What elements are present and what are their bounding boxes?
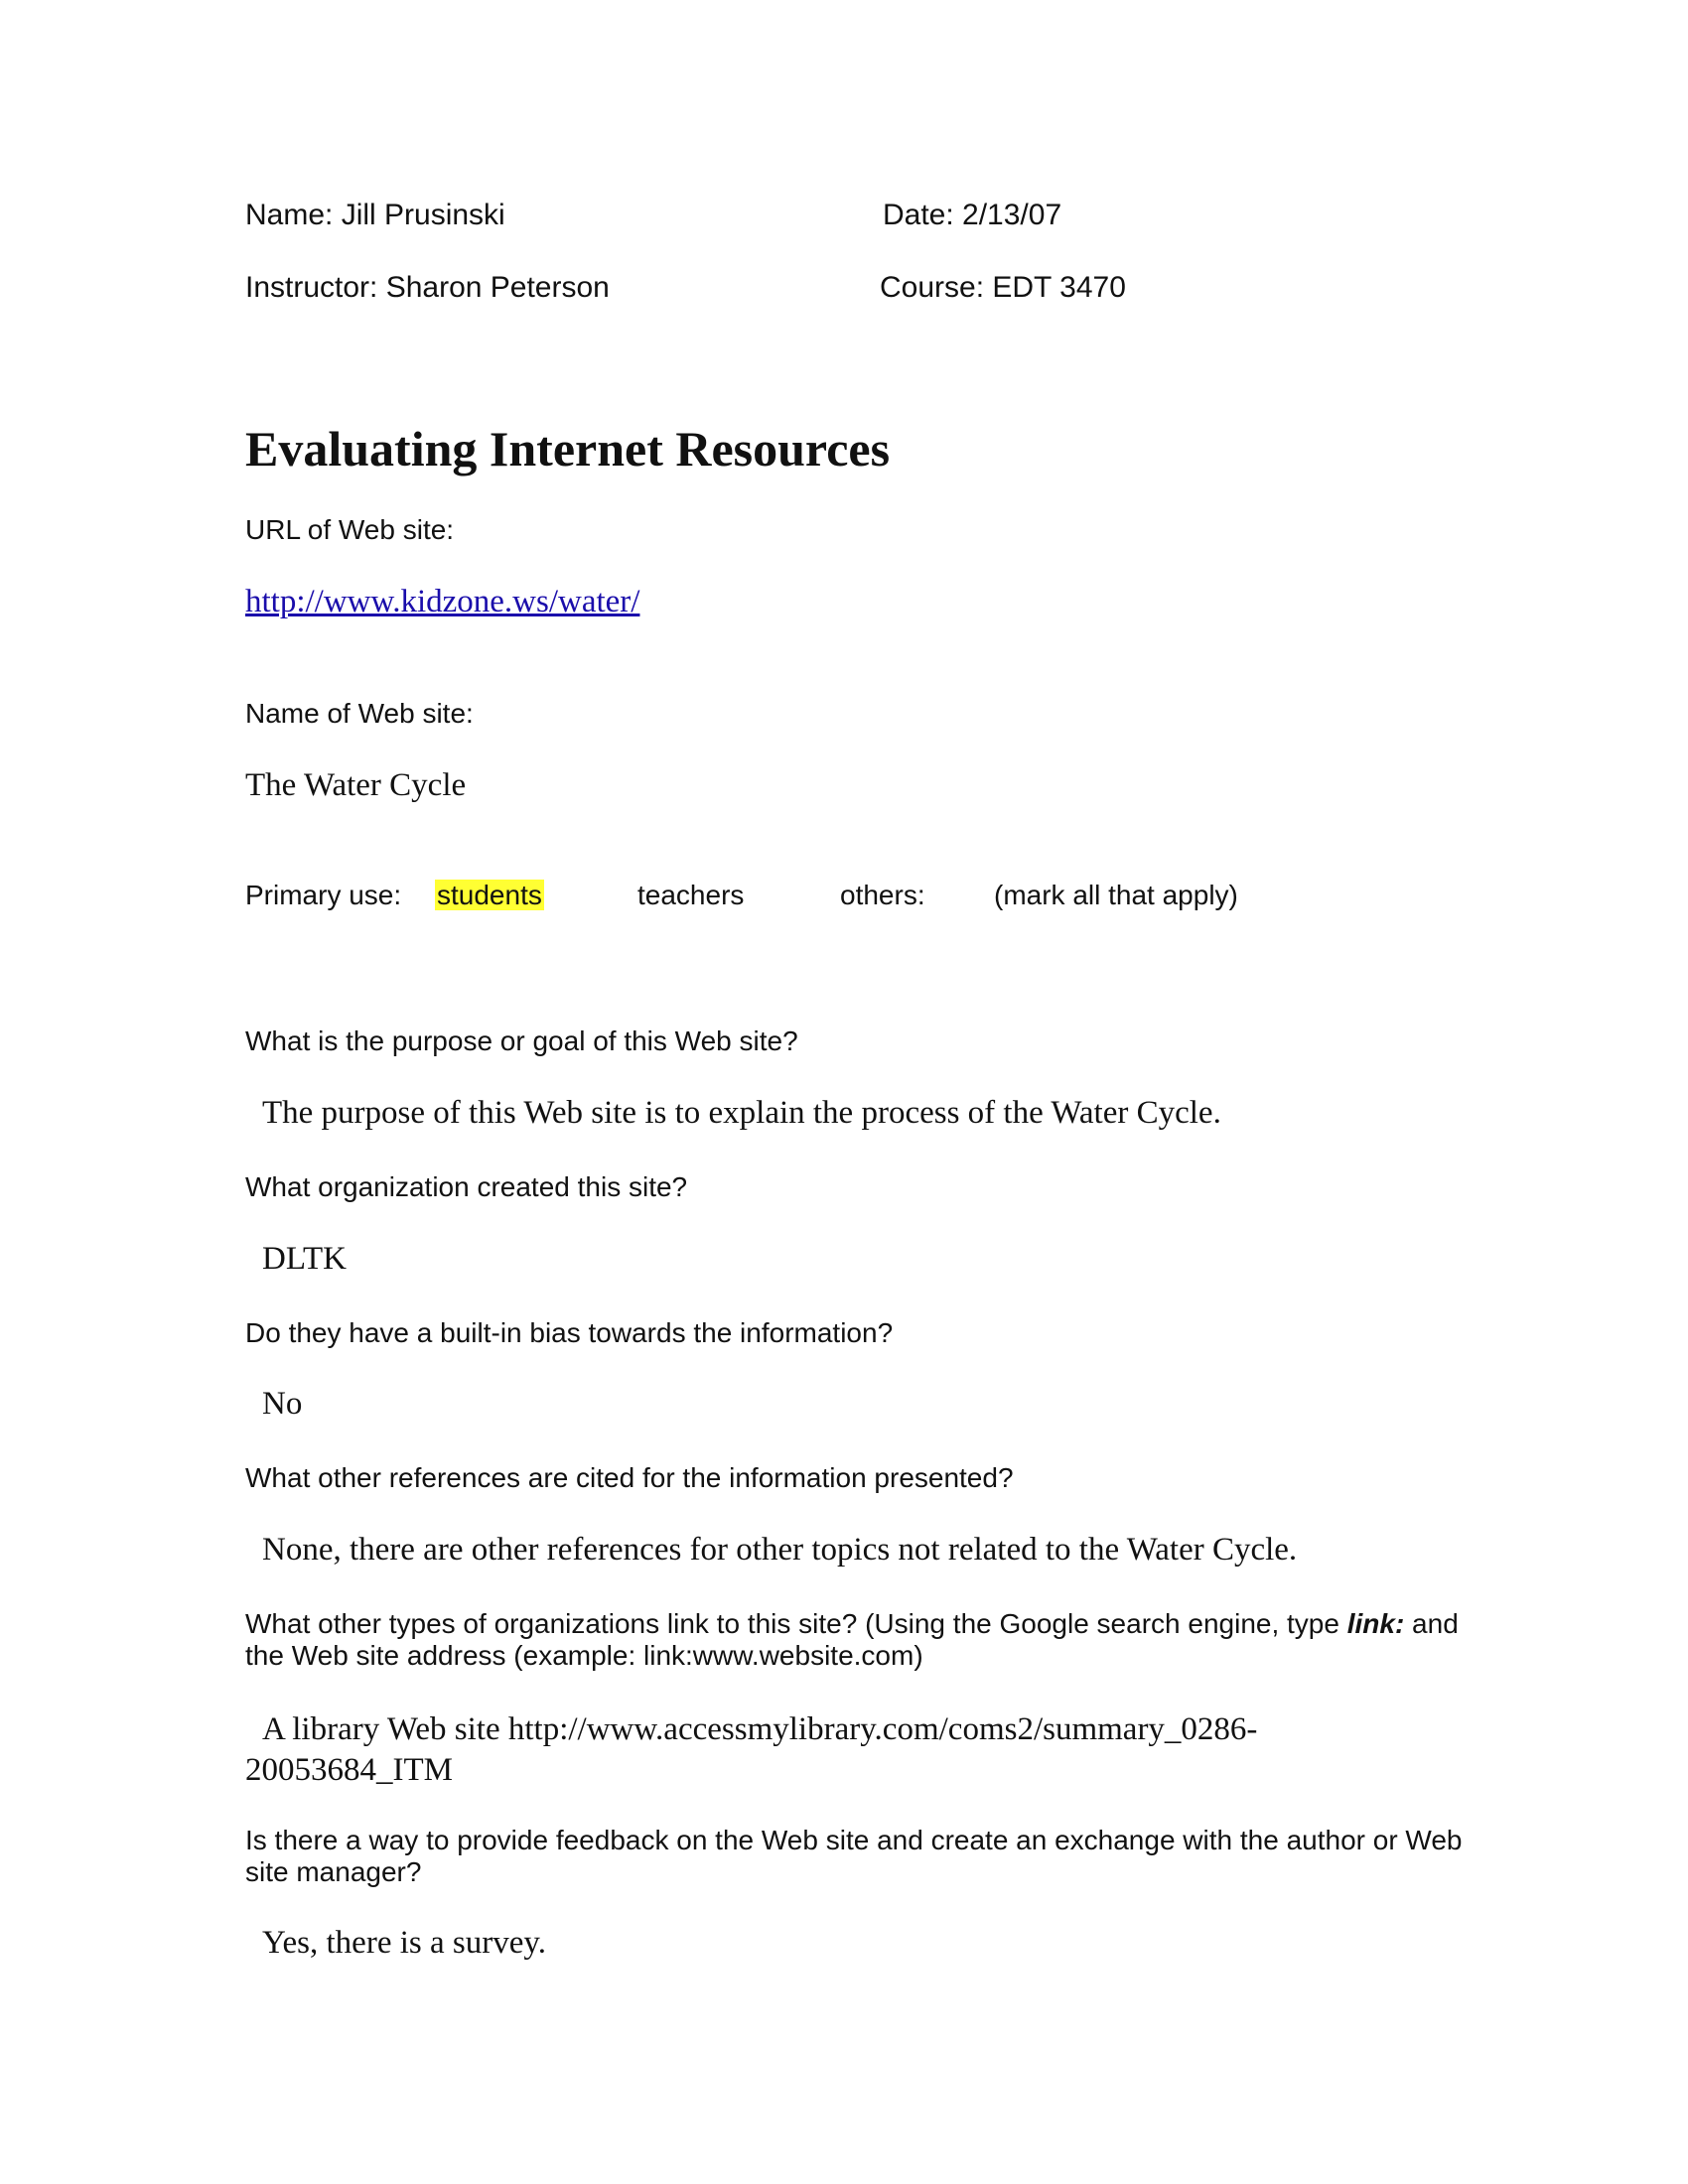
- answer-linking-organizations: A library Web site http://www.accessmylibrary.com/coms2/summary_0286-20053684_ITM: [245, 1711, 1258, 1789]
- question-linking-keyword: link:: [1346, 1608, 1405, 1639]
- site-name-value: The Water Cycle: [245, 767, 467, 803]
- primary-use-note: (mark all that apply): [994, 880, 1238, 910]
- answer-bias: No: [262, 1386, 303, 1422]
- question-bias: Do they have a built-in bias towards the information?: [245, 1317, 894, 1348]
- answer-references: None, there are other references for other topics not related to the Water Cycle.: [262, 1532, 1298, 1568]
- question-linking-text-end: and the Web site address (example: link:www.website.com): [245, 1608, 1459, 1672]
- question-organization: What organization created this site?: [245, 1171, 688, 1202]
- primary-use-option-teachers[interactable]: teachers: [637, 880, 745, 910]
- question-linking-organizations: [245, 1608, 1467, 1672]
- primary-use-option-students-label: students: [437, 880, 542, 910]
- answer-purpose: The purpose of this Web site is to explain the process of the Water Cycle.: [262, 1095, 1221, 1131]
- question-references: What other references are cited for the information presented?: [245, 1462, 1014, 1493]
- submission-date: Date: 2/13/07: [883, 199, 1062, 231]
- answer-feedback: Yes, there is a survey.: [262, 1925, 546, 1961]
- primary-use-option-others[interactable]: others:: [840, 880, 925, 910]
- site-name-label: Name of Web site:: [245, 698, 474, 729]
- primary-use-label: Primary use:: [245, 880, 402, 910]
- course-code: Course: EDT 3470: [880, 271, 1126, 304]
- page-title: Evaluating Internet Resources: [245, 421, 891, 477]
- student-name: Name: Jill Prusinski: [245, 199, 505, 231]
- website-url-link[interactable]: http://www.kidzone.ws/water/: [245, 584, 640, 619]
- instructor-name: Instructor: Sharon Peterson: [245, 271, 610, 304]
- question-purpose: What is the purpose or goal of this Web site?: [245, 1025, 798, 1056]
- question-feedback: Is there a way to provide feedback on the Web site and create an exchange with the author or Web site manager?: [245, 1825, 1463, 1888]
- primary-use-option-students[interactable]: [435, 880, 544, 911]
- answer-organization: DLTK: [262, 1241, 347, 1277]
- question-linking-text-start: What other types of organizations link to this site? (Using the Google search engine, type: [245, 1608, 1347, 1639]
- url-label: URL of Web site:: [245, 514, 455, 545]
